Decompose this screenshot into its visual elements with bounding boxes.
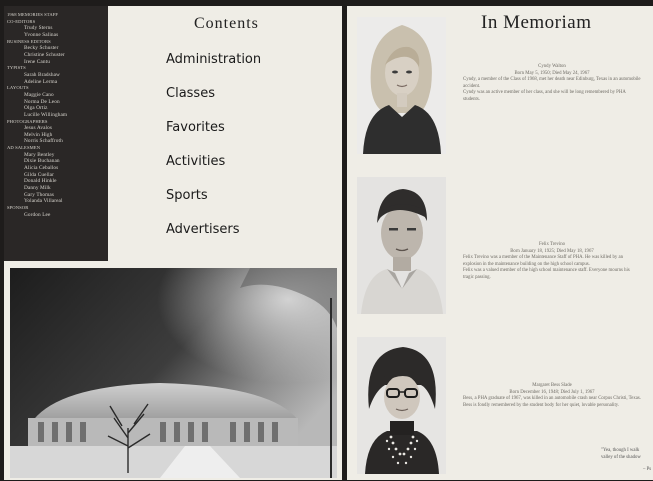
portrait-felix-trevino bbox=[357, 177, 446, 314]
bio-margaret-bess-slade bbox=[463, 383, 641, 409]
dome-building-photo bbox=[10, 268, 337, 478]
staff-name: Yolanda Villareal bbox=[24, 198, 63, 205]
staff-heading: LAYOUTS bbox=[7, 85, 29, 91]
bio-felix-trevino bbox=[463, 242, 641, 282]
portrait-cyndy-walton bbox=[357, 17, 446, 154]
bio-cyndy-walton bbox=[463, 64, 641, 104]
staff-box bbox=[4, 6, 108, 261]
staff-name: Mary Bentley bbox=[24, 151, 55, 158]
staff-heading: CO-EDITORS bbox=[7, 18, 36, 24]
staff-name: Gary Thomas bbox=[24, 191, 54, 198]
staff-heading: AD SALESMEN bbox=[7, 145, 41, 151]
quote-line-2: valley of the shadow bbox=[601, 455, 641, 460]
staff-heading: SPONSOR bbox=[7, 205, 29, 211]
staff-name: Olga Ortiz bbox=[24, 105, 48, 112]
bio-name: Margaret Bess Slade bbox=[532, 383, 572, 388]
toc-favorites[interactable]: Favorites bbox=[166, 120, 225, 135]
bio-name: Cyndy Walton bbox=[538, 64, 566, 69]
staff-name: Alicia Ceballos bbox=[24, 165, 59, 172]
staff-name: Adeline Lerma bbox=[24, 78, 58, 85]
staff-heading: TYPISTS bbox=[7, 65, 26, 71]
staff-heading: BUSINESS EDITORS bbox=[7, 38, 51, 44]
scripture-quote bbox=[601, 447, 653, 461]
right-page bbox=[347, 6, 653, 480]
bio-text: Bess, a PHA graduate of 1967, was killed in an automobile crash near Corpus Christi, Texas. bbox=[463, 396, 641, 402]
bio-dates: Born May 5, 1950; Died May 24, 1967 bbox=[514, 70, 590, 76]
bio-text-2: Felix was a valued member of the high school maintenance staff. Everyone mourns his tragic passing. bbox=[463, 268, 630, 280]
staff-name: Gordon Lee bbox=[24, 211, 51, 218]
staff-name: Norris Schaffroth bbox=[24, 138, 63, 145]
toc-sports[interactable]: Sports bbox=[166, 188, 208, 203]
staff-name: Irene Cantu bbox=[24, 58, 50, 65]
bio-text: Felix Trevino was a member of the Maintenance Staff of PHA. He was killed by an explosion in the maintenance building on the high school campus. bbox=[463, 255, 624, 267]
staff-name: Trudy Sterns bbox=[24, 25, 53, 32]
contents-title: Contents bbox=[194, 15, 259, 32]
staff-name: Norma De Leon bbox=[24, 98, 60, 105]
staff-heading: 1968 MEMORIES STAFF bbox=[7, 12, 59, 17]
staff-name: Melvin High bbox=[24, 131, 53, 138]
toc-administration[interactable]: Administration bbox=[166, 52, 262, 67]
contents-list bbox=[166, 51, 261, 255]
bio-dates: Born January 18, 1925; Died May 18, 1967 bbox=[510, 248, 594, 254]
staff-name: Christine Schuster bbox=[24, 51, 65, 58]
bio-text: Cyndy, a member of the Class of 1968, met her death near Edinburg, Texas in an automobile accident. bbox=[463, 77, 641, 89]
staff-name: Becky Schuster bbox=[24, 45, 59, 52]
portrait-margaret-bess-slade bbox=[357, 337, 446, 474]
toc-classes[interactable]: Classes bbox=[166, 86, 215, 101]
staff-name: Danny Milk bbox=[24, 185, 51, 192]
staff-heading: PHOTOGRAPHERS bbox=[7, 118, 48, 124]
staff-name: Donald Hinkle bbox=[24, 178, 57, 185]
memoriam-title: In Memoriam bbox=[481, 12, 592, 33]
bio-name: Felix Trevino bbox=[539, 242, 565, 247]
bio-dates: Born December 16, 1948; Died July 1, 1967 bbox=[509, 389, 595, 395]
bio-text-2: Bess is fondly remembered by the student body for her quiet, lovable personality. bbox=[463, 402, 620, 408]
staff-name: Sarah Bradshaw bbox=[24, 71, 60, 78]
quote-line-1: "Yea, though I walk bbox=[601, 448, 640, 453]
bio-text-2: Cyndy was an active member of her class, and she will be long remembered by PHA students. bbox=[463, 90, 626, 102]
staff-name: Dixie Buchanan bbox=[24, 158, 60, 165]
staff-name: Yvonne Salinas bbox=[24, 31, 59, 38]
staff-name: Jesus Avalos bbox=[24, 125, 53, 132]
toc-advertisers[interactable]: Advertisers bbox=[166, 222, 240, 237]
toc-activities[interactable]: Activities bbox=[166, 154, 226, 169]
staff-name: Maggie Cano bbox=[24, 91, 54, 98]
staff-name: Lucille Willingham bbox=[24, 111, 68, 118]
staff-name: Gilda Cuellar bbox=[24, 171, 54, 178]
quote-attribution: – Ps bbox=[643, 467, 652, 472]
left-page bbox=[4, 6, 342, 480]
